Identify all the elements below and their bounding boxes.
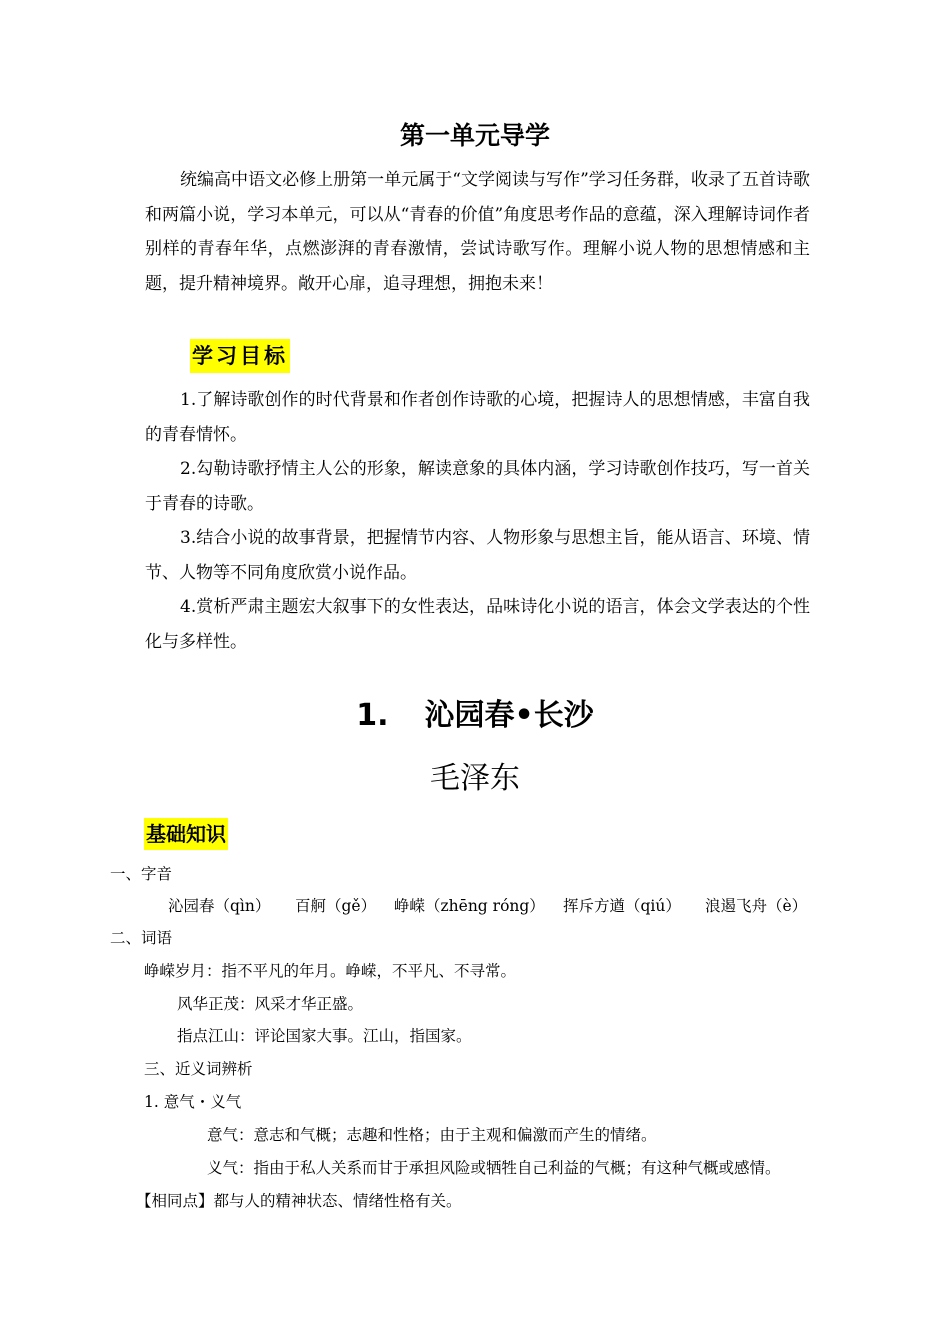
section-pronunciation: 一、字音 <box>110 865 173 883</box>
intro-paragraph <box>145 163 810 301</box>
word-item: 峥嵘岁月：指不平凡的年月。峥嵘，不平凡、不寻常。 <box>144 962 517 980</box>
word-item: 指点江山：评论国家大事。江山，指国家。 <box>177 1027 472 1045</box>
pron-item: 百舸（gě） <box>295 897 377 915</box>
word-item: 风华正茂：风采才华正盛。 <box>177 995 364 1013</box>
pron-item: 浪遏飞舟（è） <box>705 897 808 915</box>
goal-item: 2.勾勒诗歌抒情主人公的形象，解读意象的具体内涵，学习诗歌创作技巧，写一首关于青春的诗歌。 <box>145 459 810 514</box>
synonym-pair: 1. 意气・义气 <box>144 1093 242 1111</box>
synonym-similarity: 【相同点】都与人的精神状态、情绪性格有关。 <box>136 1192 462 1210</box>
intro-text: 统编高中语文必修上册第一单元属于“文学阅读与写作”学习任务群，收录了五首诗歌和两篇小说，学习本单元，可以从“青春的价值”角度思考作品的意蕴，深入理解诗词作者别样的青春年华，点燃澎湃的青春激情，尝试诗歌写作。理解小说人物的思想情感和主题，提升精神境界。敞开心扉，追寻理想，拥抱未来！ <box>145 170 810 294</box>
synonym-definition: 意气：意志和气概；志趣和性格；由于主观和偏激而产生的情绪。 <box>207 1126 657 1144</box>
goals-list <box>145 383 810 659</box>
unit-title: 第一单元导学 <box>399 121 550 150</box>
pron-item: 沁园春（qìn） <box>168 897 271 915</box>
pron-item: 挥斥方遒（qiú） <box>563 897 681 915</box>
goals-heading-label: 学习目标 <box>190 339 290 373</box>
poem-author: 毛泽东 <box>430 761 520 796</box>
poem-number: 1. <box>356 698 389 733</box>
basic-heading-label: 基础知识 <box>144 818 228 850</box>
synonym-definition: 义气：指由于私人关系而甘于承担风险或牺牲自己利益的气概；有这种气概或感情。 <box>207 1159 781 1177</box>
basic-heading <box>144 818 228 850</box>
goal-item: 1.了解诗歌创作的时代背景和作者创作诗歌的心境，把握诗人的思想情感，丰富自我的青春情怀。 <box>145 390 810 445</box>
section-synonyms: 三、近义词辨析 <box>144 1060 253 1078</box>
goal-item: 4.赏析严肃主题宏大叙事下的女性表达，品味诗化小说的语言，体会文学表达的个性化与多样性。 <box>145 597 810 652</box>
poem-title <box>0 694 950 738</box>
goal-item: 3.结合小说的故事背景，把握情节内容、人物形象与思想主旨，能从语言、环境、情节、人物等不同角度欣赏小说作品。 <box>145 528 810 583</box>
poem-title-text: 沁园春•长沙 <box>424 698 594 733</box>
goals-heading <box>190 339 290 373</box>
section-words: 二、词语 <box>110 929 173 947</box>
pron-item: 峥嵘（zhēng róng） <box>394 897 545 915</box>
